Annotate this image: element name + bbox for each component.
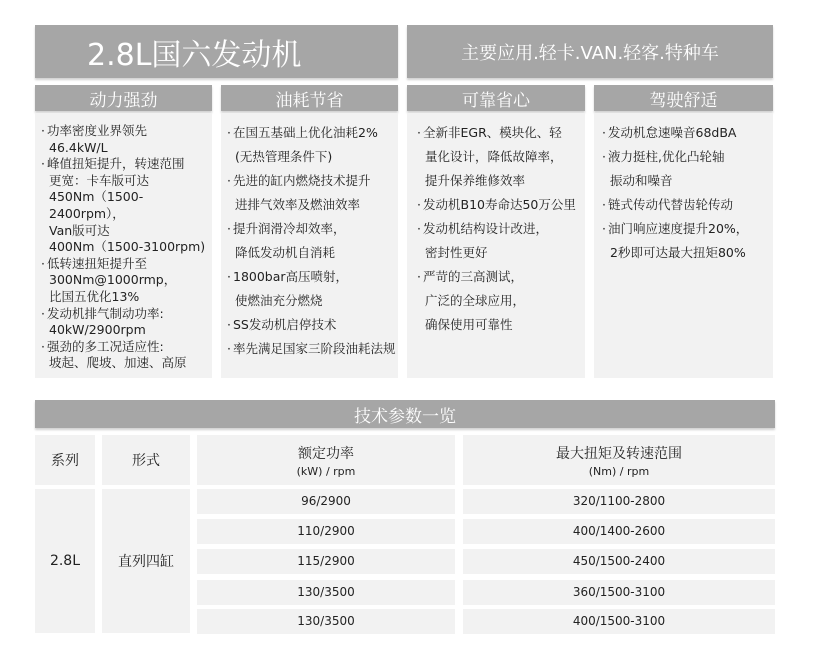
header-torque-unit: (Nm) / rpm xyxy=(588,464,650,478)
bullet-item xyxy=(227,265,398,313)
bullet-item xyxy=(41,123,212,156)
bullet-item xyxy=(41,156,212,256)
title-text: 2.8L国六发动机 xyxy=(87,37,302,73)
bullet-line: 46.4kW/L xyxy=(49,139,108,155)
bullet-dot: · xyxy=(227,341,231,356)
bullet-line: SS发动机启停技术 xyxy=(233,317,337,332)
header-power-unit: (kW) / rpm xyxy=(296,464,356,478)
bullet-item xyxy=(41,306,212,339)
bullet-line: 比国五优化13% xyxy=(49,288,140,304)
applications-banner: 主要应用.轻卡.VAN.轻客.特种车 xyxy=(407,25,773,78)
bullet-item xyxy=(41,256,212,306)
bullet-line: 降低发动机自消耗 xyxy=(235,245,336,260)
bullet-line: 广泛的全球应用， xyxy=(425,293,526,308)
bullet-item xyxy=(227,337,398,361)
bullet-item xyxy=(41,339,212,372)
bullet-line: 振动和噪音 xyxy=(610,173,673,188)
bullet-item xyxy=(417,217,585,265)
bullet-line: 450Nm（1500- xyxy=(49,189,144,205)
bullet-line: (无热管理条件下) xyxy=(235,149,333,164)
page-title xyxy=(35,25,398,78)
header-torque xyxy=(463,435,775,485)
section-header-reliability: 可靠省心 xyxy=(407,85,585,111)
header-power-label: 额定功率 xyxy=(298,445,354,462)
bullet-item xyxy=(602,121,773,145)
bullet-line: 低转速扭矩提升至 xyxy=(47,255,148,271)
bullet-dot: · xyxy=(227,221,231,236)
header-series: 系列 xyxy=(35,435,95,485)
row-torque-cell: 450/1500-2400 xyxy=(463,549,775,574)
bullet-line: 在国五基础上优化油耗2% xyxy=(233,125,378,140)
row-torque-cell: 360/1500-3100 xyxy=(463,580,775,605)
bullet-dot: · xyxy=(227,269,231,284)
bullet-dot: · xyxy=(41,305,45,321)
bullet-dot: · xyxy=(41,156,45,172)
bullet-dot: · xyxy=(602,149,606,164)
bullet-item xyxy=(417,121,585,193)
bullet-dot: · xyxy=(417,125,421,140)
bullet-line: 强劲的多工况适应性: xyxy=(47,338,164,354)
row-power-cell: 130/3500 xyxy=(197,609,455,634)
row-torque-cell: 400/1400-2600 xyxy=(463,519,775,544)
panel-comfort xyxy=(594,113,773,378)
header-form: 形式 xyxy=(102,435,190,485)
row-power-cell: 110/2900 xyxy=(197,519,455,544)
bullet-dot: · xyxy=(41,338,45,354)
bullet-line: 1800bar高压喷射， xyxy=(233,269,349,284)
bullet-line: 先进的缸内燃烧技术提升 xyxy=(233,173,371,188)
bullet-line: 全新非EGR、模块化、轻 xyxy=(423,125,562,140)
section-header-power: 动力强劲 xyxy=(35,85,212,111)
bullet-dot: · xyxy=(41,123,45,138)
bullet-dot: · xyxy=(417,197,421,212)
panel-power xyxy=(35,113,212,378)
bullet-line: 坡起、爬坡、加速、高原 xyxy=(49,355,187,371)
bullet-line: 严苛的三高测试， xyxy=(423,269,524,284)
bullet-line: 提升保养维修效率 xyxy=(425,173,526,188)
bullet-dot: · xyxy=(227,125,231,140)
row-torque-cell: 400/1500-3100 xyxy=(463,609,775,634)
panel-fuel xyxy=(221,113,398,378)
bullet-line: 率先满足国家三阶段油耗法规 xyxy=(233,341,396,356)
bullet-line: 功率密度业界领先 xyxy=(47,123,148,138)
bullet-item xyxy=(417,265,585,337)
bullet-dot: · xyxy=(602,125,606,140)
bullet-line: Van版可达 xyxy=(49,222,110,238)
bullet-item xyxy=(227,217,398,265)
bullet-item xyxy=(227,313,398,337)
bullet-line: 40kW/2900rpm xyxy=(49,322,146,338)
bullet-item xyxy=(602,217,773,265)
row-power-cell: 96/2900 xyxy=(197,489,455,514)
bullet-line: 2秒即可达最大扭矩80% xyxy=(610,245,746,260)
bullet-dot: · xyxy=(227,317,231,332)
bullet-line: 确保使用可靠性 xyxy=(425,317,513,332)
bullet-dot: · xyxy=(417,221,421,236)
bullet-dot: · xyxy=(227,173,231,188)
bullet-item xyxy=(602,193,773,217)
bullet-line: 300Nm@1000rmp， xyxy=(49,272,177,288)
bullet-line: 400Nm（1500-3100rpm) xyxy=(49,239,206,255)
bullet-line: 链式传动代替齿轮传动 xyxy=(608,197,734,212)
bullet-line: 使燃油充分燃烧 xyxy=(235,293,323,308)
bullet-line: 发动机排气制动功率: xyxy=(47,305,164,321)
bullet-item xyxy=(227,169,398,217)
bullet-dot: · xyxy=(602,221,606,236)
bullet-item xyxy=(417,193,585,217)
row-power-cell: 115/2900 xyxy=(197,549,455,574)
bullet-line: 进排气效率及燃油效率 xyxy=(235,197,361,212)
bullet-line: 油门响应速度提升20%， xyxy=(608,221,749,236)
bullet-dot: · xyxy=(417,269,421,284)
row-torque-cell: 320/1100-2800 xyxy=(463,489,775,514)
table-title: 技术参数一览 xyxy=(35,400,775,428)
bullet-line: 量化设计，降低故障率， xyxy=(425,149,563,164)
bullet-line: 发动机怠速噪音68dBA xyxy=(608,125,737,140)
cell-form: 直列四缸 xyxy=(102,489,190,633)
bullet-line: 峰值扭矩提升，转速范围 xyxy=(47,156,185,172)
bullet-line: 液力挺柱,优化凸轮轴 xyxy=(608,149,725,164)
cell-series: 2.8L xyxy=(35,489,95,633)
bullet-line: 2400rpm）， xyxy=(49,205,125,221)
panel-reliability xyxy=(407,113,585,378)
section-header-comfort: 驾驶舒适 xyxy=(594,85,773,111)
section-header-fuel: 油耗节省 xyxy=(221,85,398,111)
bullet-dot: · xyxy=(41,255,45,271)
bullet-item xyxy=(602,145,773,193)
bullet-item xyxy=(227,121,398,169)
bullet-line: 更宽：卡车版可达 xyxy=(49,172,150,188)
bullet-line: 密封性更好 xyxy=(425,245,488,260)
bullet-line: 发动机结构设计改进， xyxy=(423,221,549,236)
row-power-cell: 130/3500 xyxy=(197,580,455,605)
bullet-line: 发动机B10寿命达50万公里 xyxy=(423,197,576,212)
header-power xyxy=(197,435,455,485)
bullet-dot: · xyxy=(602,197,606,212)
bullet-line: 提升润滑冷却效率， xyxy=(233,221,346,236)
header-torque-label: 最大扭矩及转速范围 xyxy=(556,445,682,462)
